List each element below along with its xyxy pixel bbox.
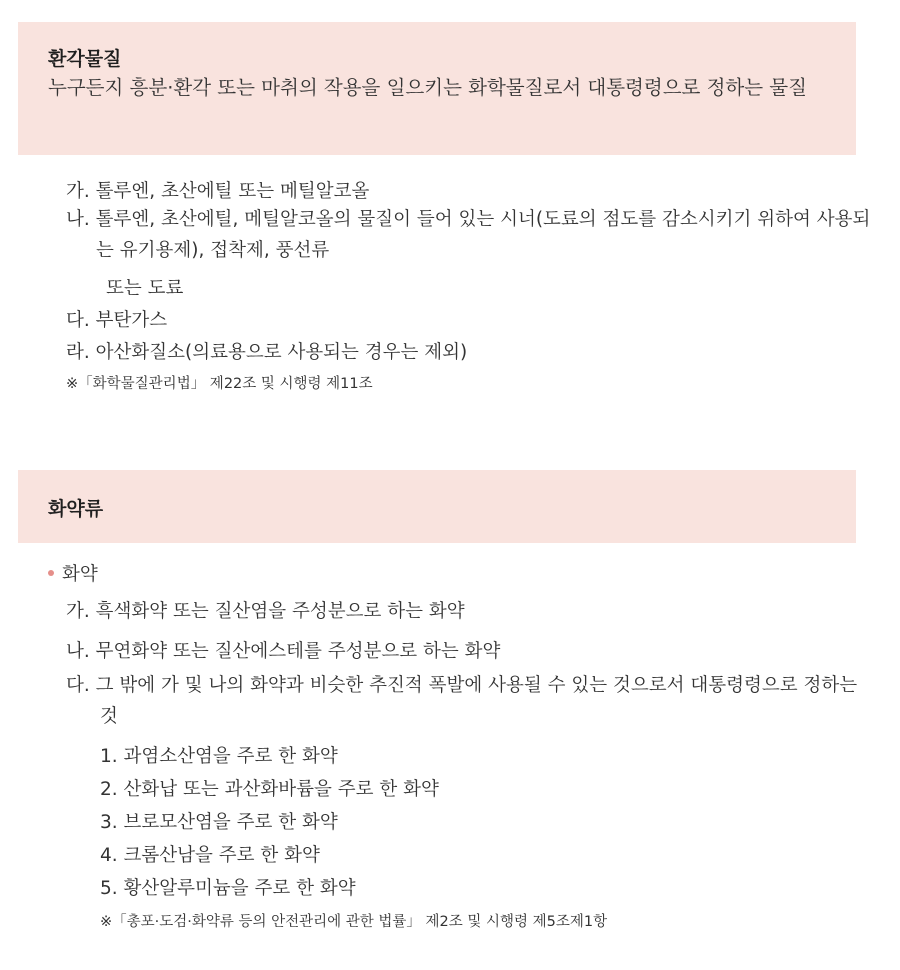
list-item-continuation: 또는 도료 — [106, 278, 184, 299]
list-item: 나. 무연화약 또는 질산에스테를 주성분으로 하는 화약 — [66, 641, 501, 662]
list-item: 가. 흑색화약 또는 질산염을 주성분으로 하는 화약 — [66, 601, 465, 622]
legal-reference-note: ※「총포·도검·화약류 등의 안전관리에 관한 법률」 제2조 및 시행령 제5조제1항 — [100, 914, 608, 930]
list-item: 가. 톨루엔, 초산에틸 또는 메틸알코올 — [66, 181, 370, 202]
sub-list-item: 2. 산화납 또는 과산화바륨을 주로 한 화약 — [100, 779, 439, 800]
sub-list-item: 3. 브로모산염을 주로 한 화약 — [100, 812, 338, 833]
section-title: 화약류 — [48, 498, 104, 520]
explosives-definition-box — [18, 470, 856, 543]
sub-list-item: 5. 황산알루미늄을 주로 한 화약 — [100, 878, 356, 899]
bullet-label: 화약 — [62, 564, 98, 585]
section-title: 환각물질 — [48, 48, 122, 70]
hallucinogen-definition-box — [18, 22, 856, 155]
bullet-icon — [48, 570, 54, 576]
list-item: 나. 톨루엔, 초산에틸, 메틸알코올의 물질이 들어 있는 시너(도료의 점도를 감소시키기 위하여 사용되는 유기용제), 접착제, 풍선류 — [66, 209, 871, 261]
sub-list-item: 1. 과염소산염을 주로 한 화약 — [100, 746, 338, 767]
section-description: 누구든지 흥분·환각 또는 마취의 작용을 일으키는 화학물질로서 대통령령으로 정하는 물질 — [48, 76, 807, 99]
list-item: 다. 부탄가스 — [66, 310, 168, 331]
legal-reference-note: ※「화학물질관리법」 제22조 및 시행령 제11조 — [66, 376, 373, 392]
list-item: 다. 그 밖에 가 및 나의 화약과 비슷한 추진적 폭발에 사용될 수 있는 것으로서 대통령령으로 정하는 것 — [66, 675, 858, 727]
list-item: 라. 아산화질소(의료용으로 사용되는 경우는 제외) — [66, 342, 468, 363]
sub-list-item: 4. 크롬산남을 주로 한 화약 — [100, 845, 320, 866]
